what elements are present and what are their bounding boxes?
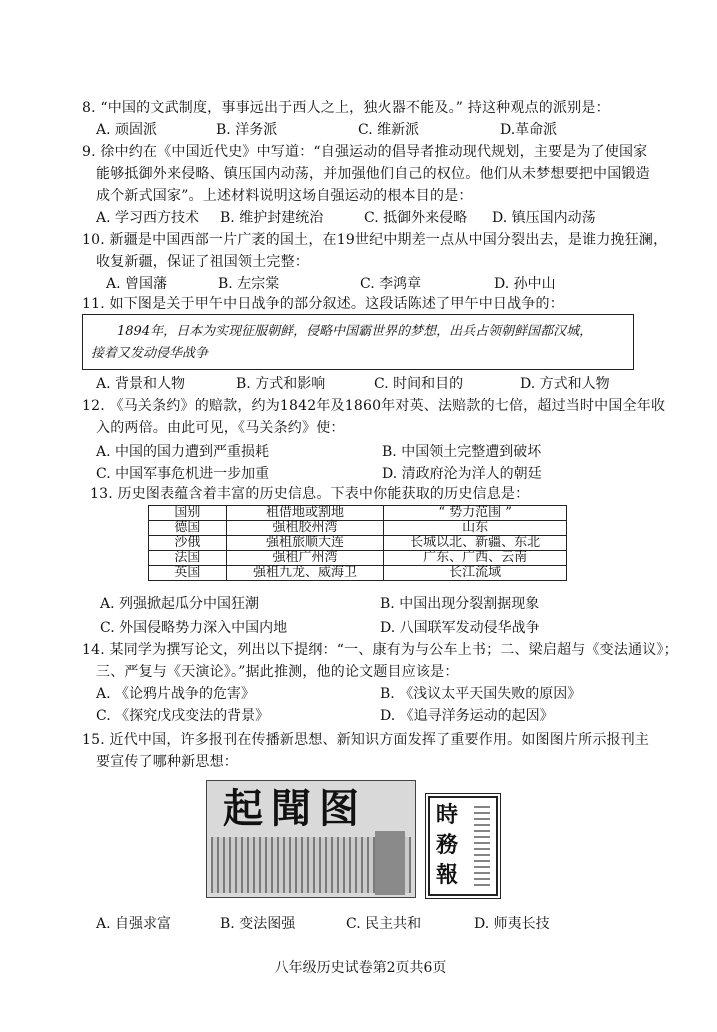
q12-option-a: A. 中国的国力遭到严重损耗 bbox=[96, 444, 270, 460]
table-header-territory: 租借地或割地 bbox=[226, 506, 384, 521]
q14-option-b: B. 《浅议太平天国失败的原因》 bbox=[380, 686, 582, 702]
table-cell: 山东 bbox=[384, 521, 567, 536]
q9-option-c: C. 抵御外来侵略 bbox=[364, 210, 468, 226]
table-cell: 强租九龙、威海卫 bbox=[226, 566, 384, 581]
newspaper-2-char-2: 務 bbox=[436, 832, 459, 858]
q15-line2: 要宣传了哪种新思想： bbox=[96, 754, 238, 770]
newspaper-2-char-1: 時 bbox=[436, 802, 459, 828]
table-cell: 长城以北、新疆、东北 bbox=[384, 536, 567, 551]
q8-stem: 8. “中国的文武制度，事事远出于西人之上，独火器不能及。” 持这种观点的派别是： bbox=[82, 100, 610, 116]
q8-option-c: C. 维新派 bbox=[358, 122, 420, 138]
q11-stem: 11. 如下图是关于甲午中日战争的部分叙述。这段话陈述了甲午中日战争的： bbox=[82, 296, 564, 312]
q9-option-a: A. 学习西方技术 bbox=[96, 210, 200, 226]
q10-option-d: D. 孙中山 bbox=[494, 276, 556, 292]
q9-option-b: B. 维护封建统治 bbox=[220, 210, 324, 226]
table-header-row bbox=[149, 506, 567, 521]
table-header-country: 国别 bbox=[149, 506, 227, 521]
q14-line2: 三、严复与《天演论》。”据此推测，他的论文题目应该是： bbox=[96, 664, 459, 680]
q13-option-a: A. 列强掀起瓜分中国狂潮 bbox=[100, 596, 260, 612]
table-cell: 强租胶州湾 bbox=[226, 521, 384, 536]
q14-line1: 14. 某同学为撰写论文，列出以下提纲：“一、康有为与公车上书；二、梁启超与《变法通议》； bbox=[82, 642, 678, 658]
newspaper-1-side-column bbox=[375, 831, 405, 895]
newspaper-image-2 bbox=[428, 796, 498, 896]
table-cell: 广东、广西、云南 bbox=[384, 551, 567, 566]
q9-line2: 能够抵御外来侵略、镇压国内动荡，并加强他们自己的权位。他们从未梦想要把中国锻造 bbox=[96, 166, 650, 182]
q15-option-b: B. 变法图强 bbox=[220, 916, 296, 932]
q11-option-d: D. 方式和人物 bbox=[520, 376, 610, 392]
q12-option-b: B. 中国领土完整遭到破坏 bbox=[382, 444, 542, 460]
q12-line2: 入的两倍。由此可见，《马关条约》使： bbox=[96, 420, 345, 436]
q10-option-b: B. 左宗棠 bbox=[218, 276, 280, 292]
table-cell: 长江流域 bbox=[384, 566, 567, 581]
q8-option-d: D.革命派 bbox=[500, 122, 558, 138]
table-cell: 强租旅顺大连 bbox=[226, 536, 384, 551]
q14-option-c: C. 《探究戊戌变法的背景》 bbox=[96, 708, 270, 724]
q10-option-c: C. 李鸿章 bbox=[360, 276, 422, 292]
table-cell: 沙俄 bbox=[149, 536, 227, 551]
table-row bbox=[149, 551, 567, 566]
q11-quote-line2: 接着又发动侵华战争 bbox=[91, 346, 209, 361]
q15-option-c: C. 民主共和 bbox=[346, 916, 422, 932]
table-cell: 英国 bbox=[149, 566, 227, 581]
table-row bbox=[149, 536, 567, 551]
q13-option-c: C. 外国侵略势力深入中国内地 bbox=[100, 620, 288, 636]
q13-stem: 13. 历史图表蕴含着丰富的历史信息。下表中你能获取的历史信息是： bbox=[90, 486, 530, 502]
newspaper-image-1 bbox=[206, 780, 416, 898]
table-row bbox=[149, 521, 567, 536]
q11-option-a: A. 背景和人物 bbox=[96, 376, 186, 392]
q11-option-c: C. 时间和目的 bbox=[374, 376, 464, 392]
newspaper-2-char-3: 報 bbox=[436, 862, 459, 888]
q15-option-d: D. 师夷长技 bbox=[474, 916, 550, 932]
q12-option-c: C. 中国军事危机进一步加重 bbox=[96, 466, 270, 482]
q11-quote-box bbox=[82, 314, 634, 370]
q11-quote-line1: 1894年，日本为实现征服朝鲜，侵略中国霸世界的梦想，出兵占领朝鲜国都汉城， bbox=[117, 324, 593, 339]
table-cell: 德国 bbox=[149, 521, 227, 536]
q8-option-a: A. 顽固派 bbox=[96, 122, 158, 138]
q12-line1: 12. 《马关条约》的赔款，约为1842年及1860年对英、法赔款的七倍，超过当时中国全年收 bbox=[82, 398, 666, 414]
table-cell: 强租广州湾 bbox=[226, 551, 384, 566]
q9-line3: 成个新式国家”。上述材料说明这场自强运动的根本目的是： bbox=[96, 188, 473, 204]
q9-line1: 9. 徐中约在《中国近代史》中写道：“自强运动的倡导者推动现代规划，主要是为了使国家 bbox=[82, 144, 648, 160]
q8-option-b: B. 洋务派 bbox=[216, 122, 278, 138]
q15-option-a: A. 自强求富 bbox=[96, 916, 172, 932]
q9-option-d: D. 镇压国内动荡 bbox=[492, 210, 596, 226]
q10-line1: 10. 新疆是中国西部一片广袤的国土，在19世纪中期差一点从中国分裂出去，是谁力挽狂澜， bbox=[82, 232, 668, 248]
q15-line1: 15. 近代中国，许多报刊在传播新思想、新知识方面发挥了重要作用。如图图片所示报刊主 bbox=[82, 732, 650, 748]
table-header-sphere: “ 势力范围 ” bbox=[384, 506, 567, 521]
q11-option-b: B. 方式和影响 bbox=[236, 376, 326, 392]
q13-option-b: B. 中国出现分裂割据现象 bbox=[380, 596, 540, 612]
newspaper-2-side-text bbox=[474, 806, 490, 886]
q13-history-table bbox=[148, 505, 567, 581]
q12-option-d: D. 清政府沦为洋人的朝廷 bbox=[382, 466, 542, 482]
table-cell: 法国 bbox=[149, 551, 227, 566]
page-footer: 八年级历史试卷第2页共6页 bbox=[274, 960, 447, 976]
q14-option-a: A. 《论鸦片战争的危害》 bbox=[96, 686, 256, 702]
q10-line2: 收复新疆，保证了祖国领土完整： bbox=[96, 254, 309, 270]
table-row bbox=[149, 566, 567, 581]
q13-option-d: D. 八国联军发动侵华战争 bbox=[380, 620, 540, 636]
q14-option-d: D. 《追寻洋务运动的起因》 bbox=[380, 708, 554, 724]
q10-option-a: A. 曾国藩 bbox=[106, 276, 168, 292]
newspaper-1-masthead: 起聞图 bbox=[223, 785, 367, 832]
